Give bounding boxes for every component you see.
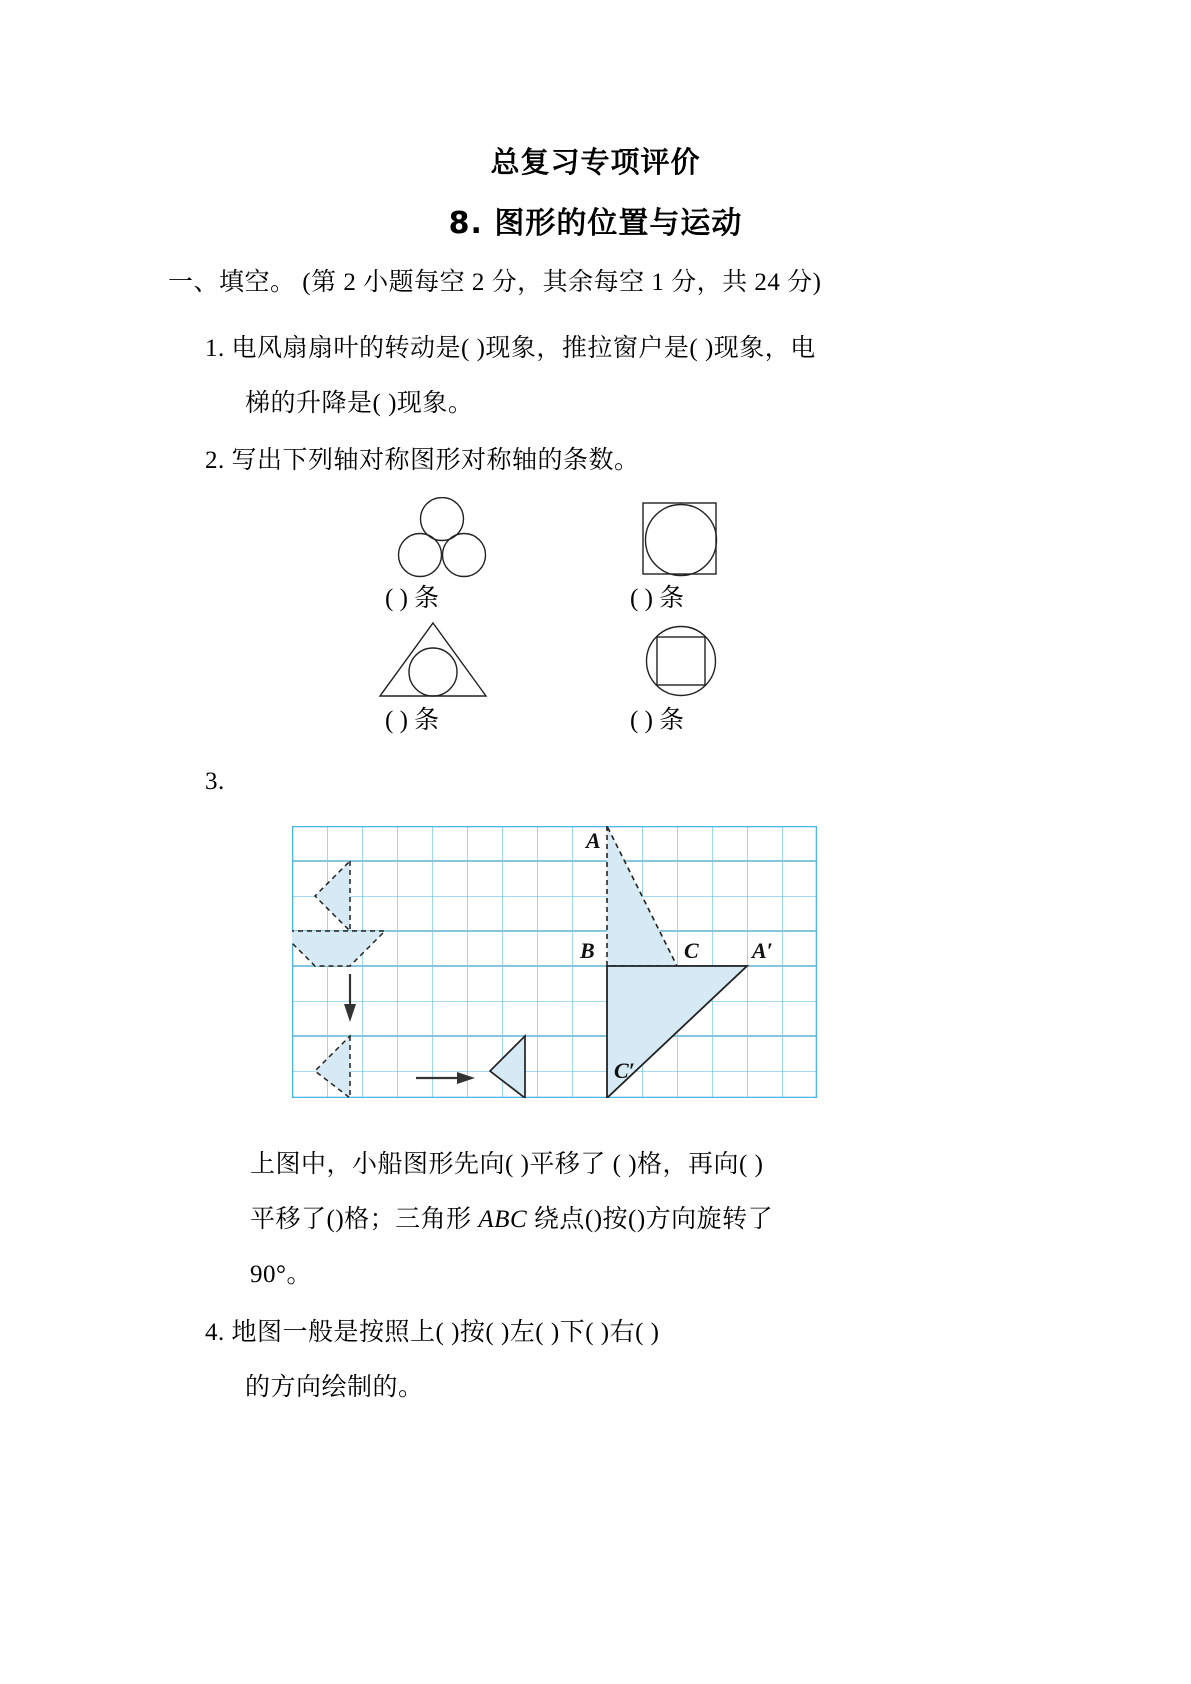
question-4-line-2: [245, 1367, 424, 1403]
question-3-text-line-2-e: )方向旋转了: [636, 1206, 774, 1233]
question-3-text-line-3: 90°。: [250, 1261, 312, 1288]
figure-circle-in-square-caption: ( ) 条: [630, 585, 685, 612]
question-3-line-1: [250, 1144, 763, 1180]
vertex-label-B: B: [580, 938, 595, 963]
question-2-text: 写出下列轴对称图形对称轴的条数。: [231, 447, 640, 474]
vertex-label-C: C: [684, 938, 699, 963]
question-1-line-1: [205, 328, 816, 364]
figure-circle-in-triangle: [377, 620, 489, 705]
page-title: 总复习专项评价: [490, 145, 701, 179]
question-1-line-2: [245, 383, 473, 419]
figure-square-in-circle-caption: ( ) 条: [630, 707, 685, 734]
question-1-text-line-1: 电风扇扇叶的转动是( )现象，推拉窗户是( )现象，电: [231, 335, 816, 362]
question-3-triangle-label: ABC: [478, 1206, 528, 1233]
figure-three-circles-caption: ( ) 条: [385, 585, 440, 612]
question-4-number: 4.: [205, 1319, 225, 1346]
question-3-text-line-1: 上图中，小船图形先向( )平移了 ( )格，再向( ): [250, 1151, 764, 1178]
question-3-line-3: [250, 1254, 312, 1290]
figure-circle-in-square: [639, 500, 721, 583]
question-3-text-line-2-a: 平移了(: [250, 1206, 336, 1233]
question-4-line-1: [205, 1312, 660, 1348]
page-subtitle: 8. 图形的位置与运动: [448, 206, 743, 241]
question-2-number: 2.: [205, 447, 225, 474]
question-3-text-line-2-b: )格；三角形: [335, 1206, 479, 1233]
translation-rotation-grid-figure: [292, 826, 817, 1098]
question-1-text-line-2: 梯的升降是( )现象。: [245, 390, 474, 417]
figure-circle-in-triangle-caption: ( ) 条: [385, 707, 440, 734]
question-1-number: 1.: [205, 335, 225, 362]
vertex-label-A: A: [586, 828, 601, 853]
question-3-text-line-2-c: 绕点(: [527, 1206, 594, 1233]
question-3-number: 3.: [205, 768, 225, 795]
question-3-number-line: [205, 768, 225, 796]
figure-square-in-circle: [643, 623, 719, 704]
section-heading: 一、填空。 (第 2 小题每空 2 分，其余每空 1 分，共 24 分): [168, 269, 822, 296]
figure-three-circles: [392, 497, 492, 584]
vertex-label-C-prime: C′: [614, 1058, 635, 1083]
question-4-text-line-2: 的方向绘制的。: [245, 1374, 424, 1401]
question-2-line-1: [205, 440, 640, 476]
question-4-text-line-1: 地图一般是按照上( )按( )左( )下( )右( ): [231, 1319, 660, 1346]
question-3-line-2: [250, 1199, 773, 1235]
question-3-text-line-2-d: )按(: [593, 1206, 637, 1233]
vertex-label-A-prime: A′: [752, 938, 773, 963]
